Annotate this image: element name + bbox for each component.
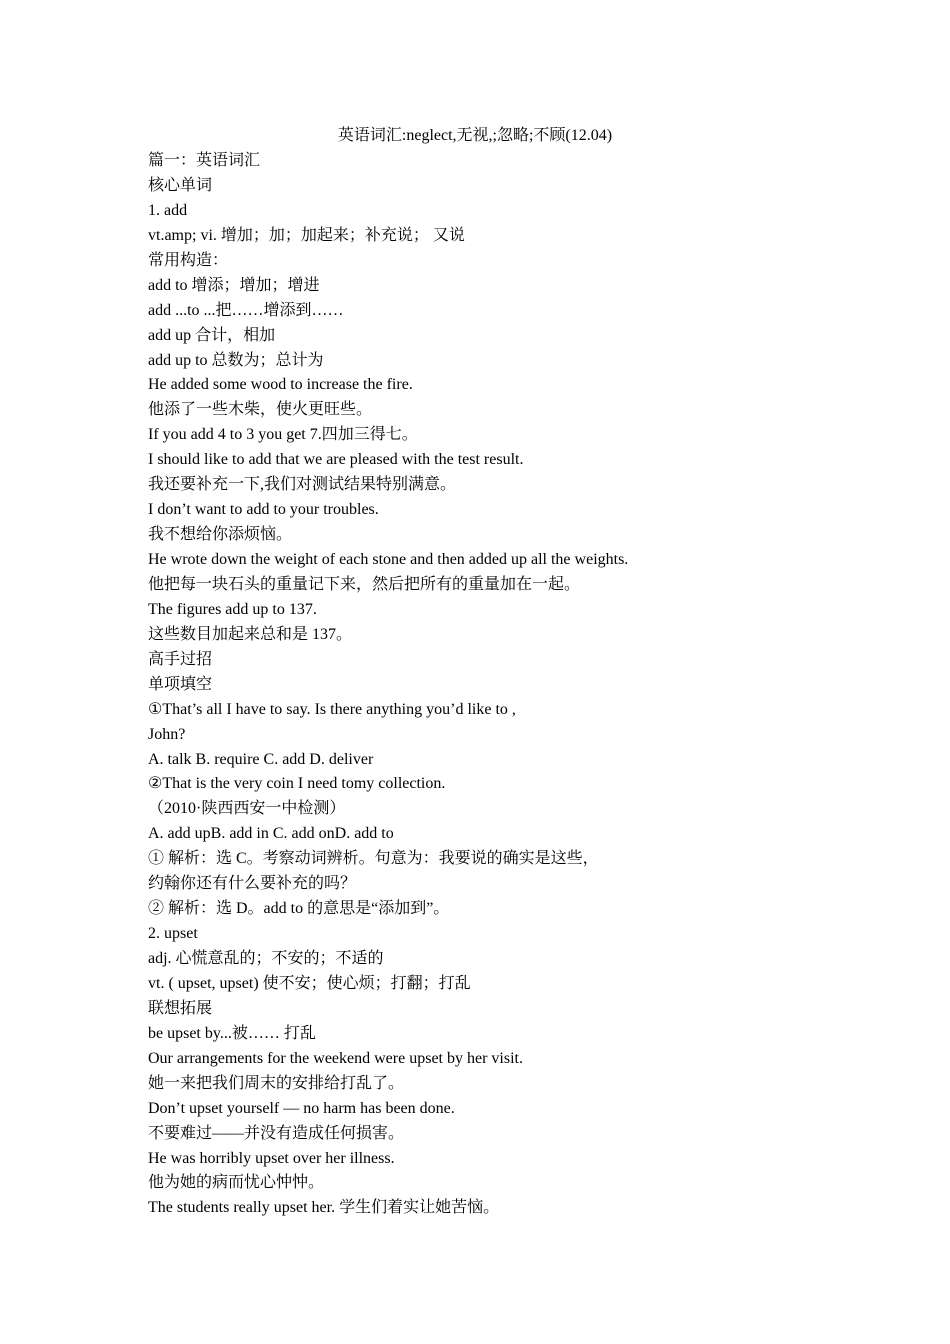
- text-line: 单项填空: [148, 675, 213, 693]
- text-line: adj. 心慌意乱的；不安的；不适的: [148, 950, 384, 967]
- text-line: ② 解析：选 D。add to 的意思是“添加到”。: [148, 900, 450, 918]
- text-line: If you add 4 to 3 you get 7.四加三得七。: [148, 426, 418, 444]
- text-line: be upset by...被…… 打乱: [148, 1024, 316, 1042]
- text-line: add up 合计，相加: [148, 326, 276, 344]
- document-title: 英语词汇:neglect,无视,;忽略;不顾(12.04): [337, 127, 613, 144]
- text-line: ①That’s all I have to say. Is there anything you’d like to ,: [148, 700, 516, 718]
- text-line: He added some wood to increase the fire.: [148, 376, 413, 394]
- text-line: The figures add up to 137.: [148, 600, 317, 618]
- text-line: vt.amp; vi. 增加；加；加起来；补充说； 又说: [148, 226, 465, 244]
- text-line: He was horribly upset over her illness.: [148, 1149, 395, 1167]
- text-line: 联想拓展: [148, 999, 213, 1017]
- text-line: 他为她的病而忧心忡忡。: [148, 1174, 325, 1192]
- text-line: 2. upset: [148, 925, 198, 943]
- text-line: A. add upB. add in C. add onD. add to: [148, 825, 394, 843]
- text-line: 我不想给你添烦恼。: [148, 526, 293, 544]
- text-line: 我还要补充一下,我们对测试结果特别满意。: [148, 476, 457, 494]
- text-line: Don’t upset yourself — no harm has been done.: [148, 1099, 455, 1117]
- text-line: The students really upset her. 学生们着实让她苦恼。: [148, 1199, 500, 1217]
- text-line: add to 增添；增加；增进: [148, 276, 320, 294]
- text-line: Our arrangements for the weekend were upset by her visit.: [148, 1049, 523, 1067]
- text-line: 核心单词: [148, 176, 213, 194]
- text-line: John?: [148, 725, 186, 743]
- text-line: 不要难过——并没有造成任何损害。: [148, 1124, 405, 1142]
- text-line: He wrote down the weight of each stone and then added up all the weights.: [148, 551, 629, 568]
- document-body: [148, 149, 848, 1221]
- text-line: ① 解析：选 C。考察动词辨析。句意为：我要说的确实是这些，: [148, 850, 599, 868]
- text-line: 他添了一些木柴，使火更旺些。: [148, 401, 373, 419]
- text-line: （2010·陕西西安一中检测）: [148, 800, 346, 818]
- text-line: add ...to ...把……增添到……: [148, 301, 344, 319]
- text-line: A. talk B. require C. add D. deliver: [148, 750, 374, 768]
- text-line: ②That is the very coin I need tomy collection.: [148, 775, 446, 793]
- text-line: 篇一：英语词汇: [148, 152, 261, 169]
- text-line: 常用构造：: [148, 251, 229, 269]
- text-line: 他把每一块石头的重量记下来，然后把所有的重量加在一起。: [148, 575, 581, 593]
- text-line: I don’t want to add to your troubles.: [148, 501, 379, 519]
- text-line: 她一来把我们周末的安排给打乱了。: [148, 1074, 405, 1092]
- text-line: 高手过招: [148, 650, 213, 668]
- text-line: add up to 总数为；总计为: [148, 351, 324, 369]
- text-line: I should like to add that we are pleased with the test result.: [148, 451, 524, 469]
- text-line: 这些数目加起来总和是 137。: [148, 625, 353, 643]
- text-line: vt. ( upset, upset) 使不安；使心烦；打翻；打乱: [148, 974, 471, 992]
- text-line: 1. add: [148, 201, 188, 219]
- text-line: 约翰你还有什么要补充的吗？: [148, 875, 357, 893]
